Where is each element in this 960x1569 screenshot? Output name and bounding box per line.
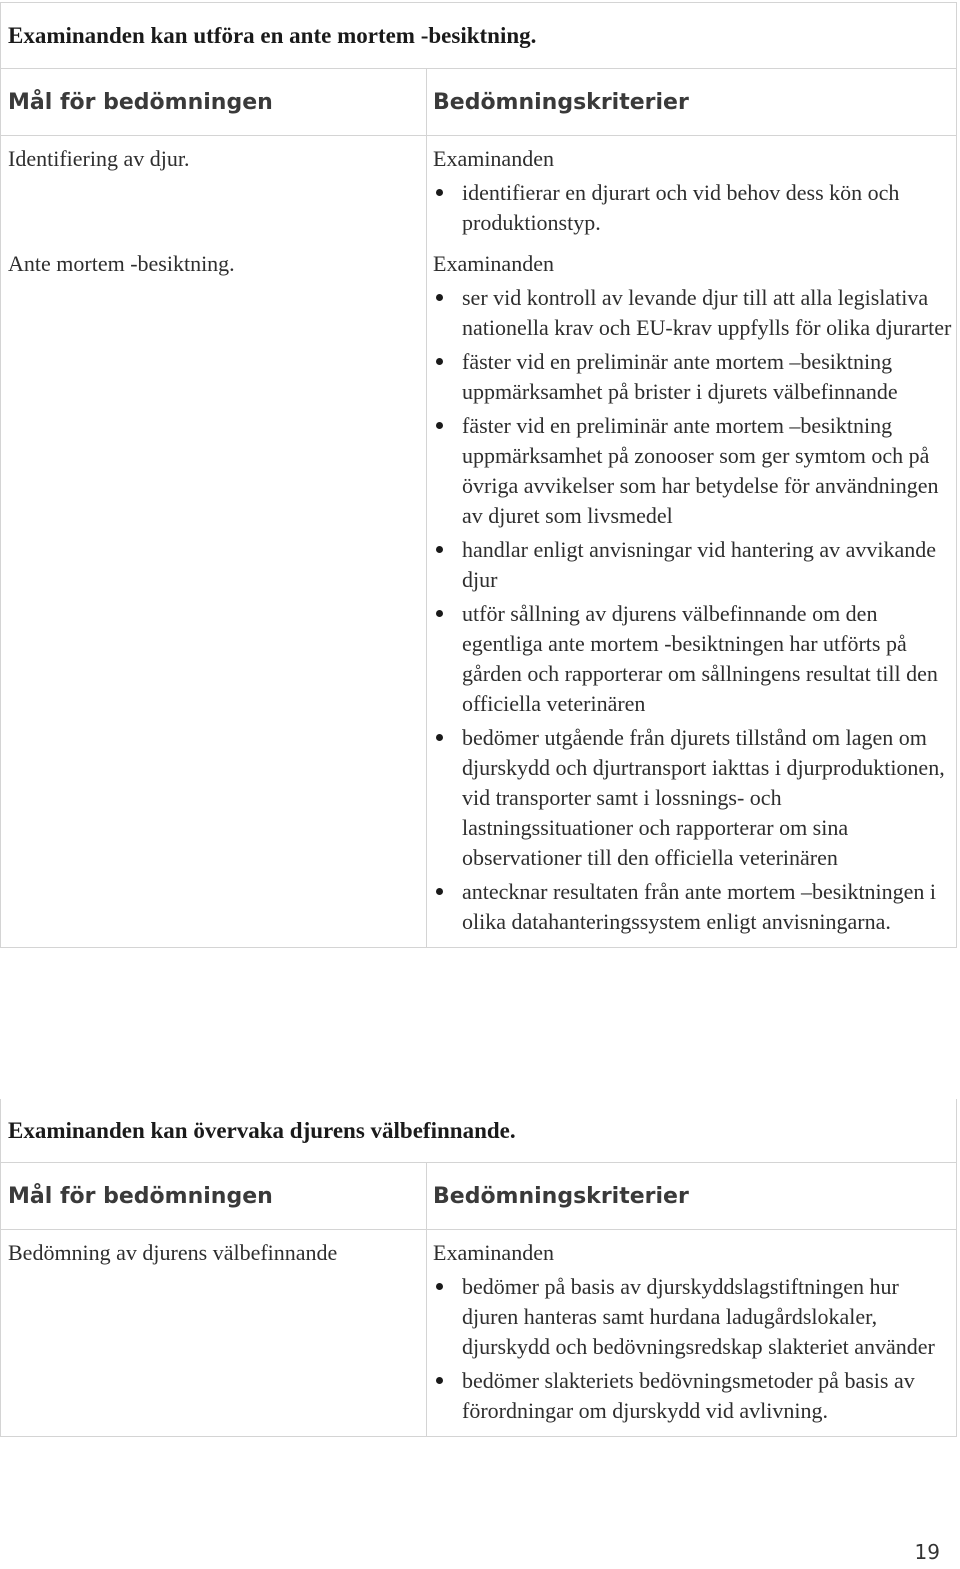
criteria-cell bbox=[427, 241, 956, 947]
list-item: fäster vid en preliminär ante mortem –besiktning uppmärksamhet på zonooser som ger symtom och på övriga avvikelser som har betydelse för användningen av djuret som livsmedel bbox=[433, 411, 956, 531]
header-goal: Mål för bedömningen bbox=[1, 69, 427, 135]
bullet-icon bbox=[436, 546, 443, 553]
criteria-cell bbox=[427, 1230, 956, 1436]
list-item: bedömer utgående från djurets tillstånd om lagen om djurskydd och djurtransport iakttas i djurproduktionen, vid transporter samt i lossnings- och lastningssituationer och rapporterar om sina observationer till den officiella veterinären bbox=[433, 723, 956, 873]
page-number: 19 bbox=[914, 1540, 940, 1564]
table-row bbox=[1, 1230, 956, 1437]
header-goal: Mål för bedömningen bbox=[1, 1163, 427, 1229]
table-header-row bbox=[1, 69, 956, 136]
bullet-icon bbox=[436, 358, 443, 365]
criteria-list bbox=[433, 1272, 956, 1426]
criteria-lead: Examinanden bbox=[433, 146, 554, 171]
list-item: bedömer på basis av djurskyddslagstiftningen hur djuren hanteras samt hurdana ladugårdslokaler, djurskydd och bedövningsredskap slakteriet använder bbox=[433, 1272, 956, 1362]
goal-cell: Ante mortem -besiktning. bbox=[1, 241, 427, 947]
list-item: antecknar resultaten från ante mortem –besiktningen i olika datahanteringssystem enligt anvisningarna. bbox=[433, 877, 956, 937]
criteria-lead: Examinanden bbox=[433, 251, 554, 276]
criteria-list bbox=[433, 178, 956, 238]
table-header-row bbox=[1, 1163, 956, 1230]
criteria-lead: Examinanden bbox=[433, 1240, 554, 1265]
bullet-icon bbox=[436, 888, 443, 895]
list-item: ser vid kontroll av levande djur till att alla legislativa nationella krav och EU-krav uppfylls för olika djurarter bbox=[433, 283, 956, 343]
assessment-table-2 bbox=[0, 1099, 957, 1437]
bullet-icon bbox=[436, 294, 443, 301]
goal-cell: Identifiering av djur. bbox=[1, 136, 427, 241]
header-criteria: Bedömningskriterier bbox=[433, 1183, 689, 1209]
bullet-icon bbox=[436, 422, 443, 429]
list-item: handlar enligt anvisningar vid hantering av avvikande djur bbox=[433, 535, 956, 595]
criteria-cell bbox=[427, 136, 956, 241]
bullet-icon bbox=[436, 734, 443, 741]
assessment-table-1 bbox=[0, 2, 957, 948]
list-item: fäster vid en preliminär ante mortem –besiktning uppmärksamhet på brister i djurets välbefinnande bbox=[433, 347, 956, 407]
section-title: Examinanden kan övervaka djurens välbefinnande. bbox=[1, 1099, 956, 1163]
bullet-icon bbox=[436, 189, 443, 196]
list-item: utför sållning av djurens välbefinnande om den egentliga ante mortem -besiktningen har utförts på gården och rapporterar om sållningens resultat till den officiella veterinären bbox=[433, 599, 956, 719]
criteria-list bbox=[433, 283, 956, 937]
table-row bbox=[1, 136, 956, 241]
bullet-icon bbox=[436, 1377, 443, 1384]
bullet-icon bbox=[436, 1283, 443, 1290]
list-item: identifierar en djurart och vid behov dess kön och produktionstyp. bbox=[433, 178, 956, 238]
goal-cell: Bedömning av djurens välbefinnande bbox=[1, 1230, 427, 1436]
bullet-icon bbox=[436, 610, 443, 617]
list-item: bedömer slakteriets bedövningsmetoder på basis av förordningar om djurskydd vid avlivning. bbox=[433, 1366, 956, 1426]
header-criteria: Bedömningskriterier bbox=[433, 89, 689, 115]
table-row bbox=[1, 241, 956, 948]
section-title: Examinanden kan utföra en ante mortem -besiktning. bbox=[1, 3, 956, 69]
